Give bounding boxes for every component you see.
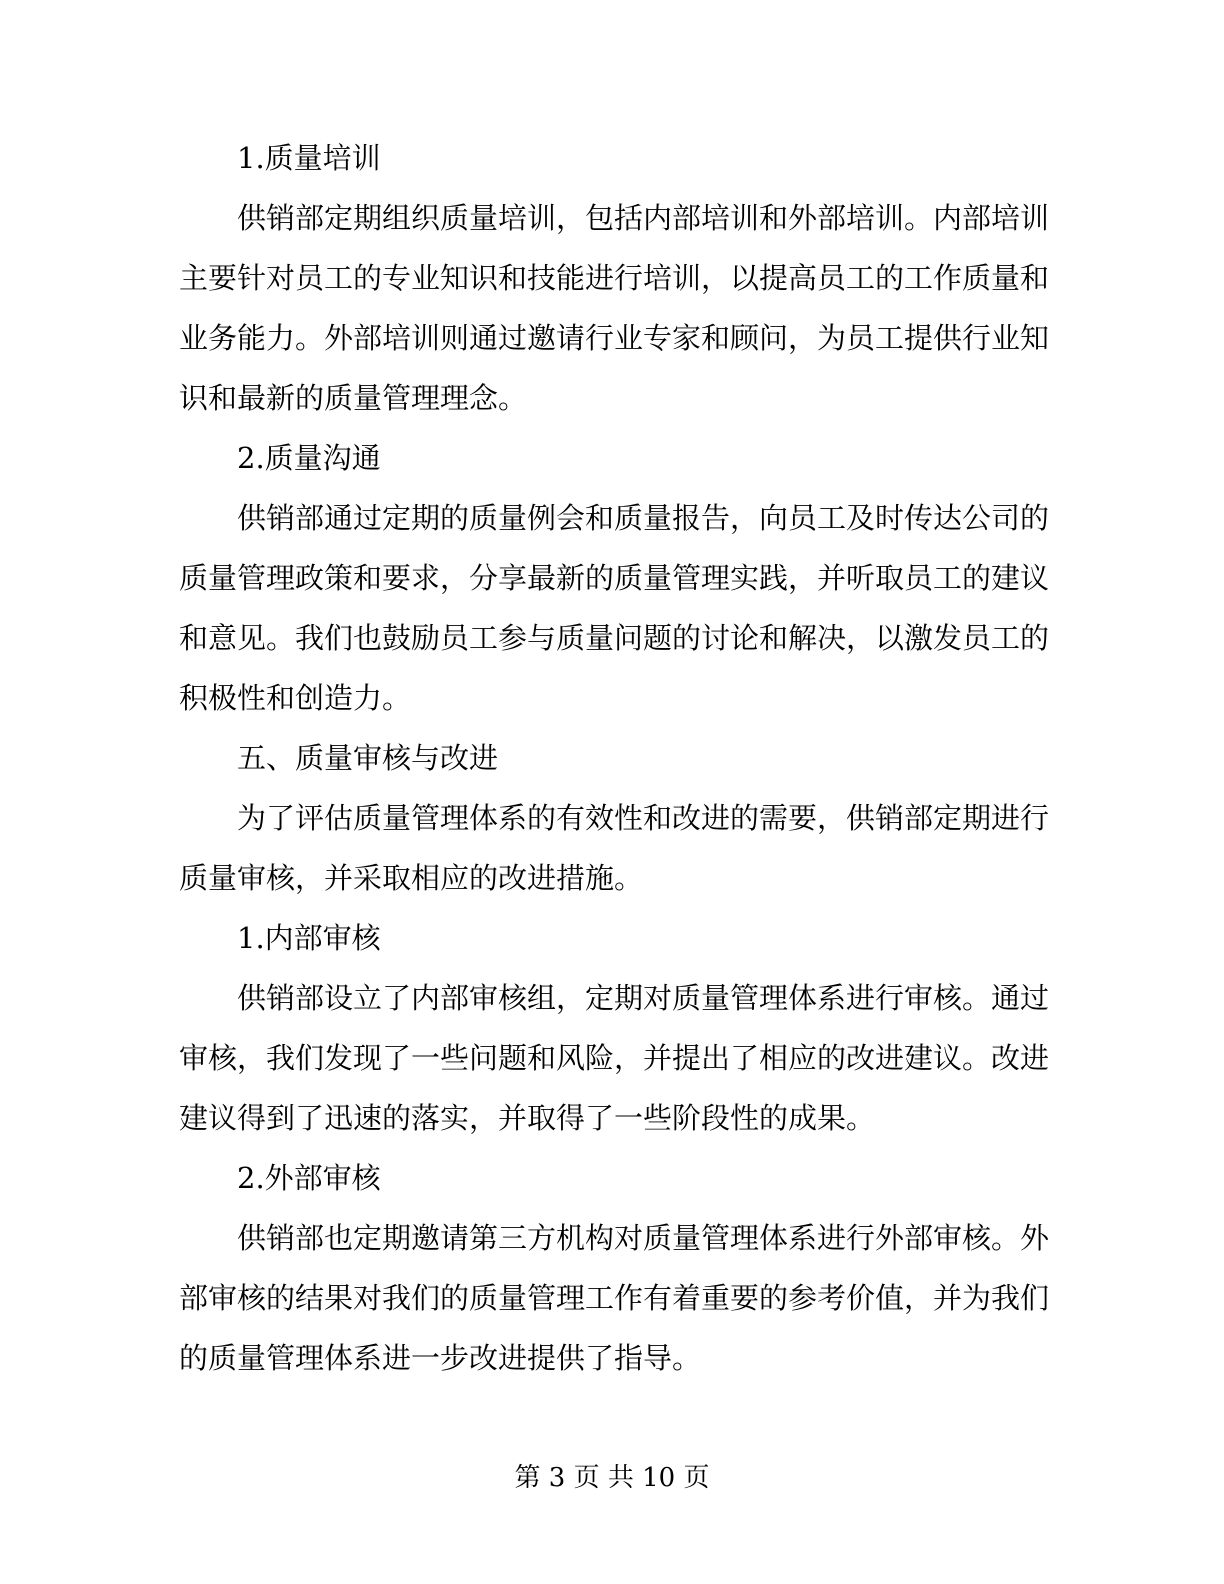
- paragraph-line: 识和最新的质量管理理念。: [179, 381, 528, 415]
- paragraph-line: 业务能力。外部培训则通过邀请行业专家和顾问，为员工提供行业知: [179, 321, 1050, 355]
- paragraph-audit-intro: [179, 788, 1050, 908]
- paragraph-line: 主要针对员工的专业知识和技能进行培训，以提高员工的工作质量和: [179, 261, 1050, 295]
- page-number-footer: 第 3 页 共 10 页: [514, 1463, 710, 1493]
- paragraph-line: 部审核的结果对我们的质量管理工作有着重要的参考价值，并为我们: [179, 1281, 1050, 1315]
- paragraph-internal-audit: [179, 968, 1050, 1148]
- document-body: [179, 128, 1050, 1388]
- paragraph-line: 积极性和创造力。: [179, 681, 412, 715]
- paragraph-line: 为了评估质量管理体系的有效性和改进的需要，供销部定期进行: [237, 801, 1050, 835]
- subheading-external-audit: 2.外部审核: [237, 1161, 381, 1195]
- subheading-quality-communication: 2.质量沟通: [237, 441, 381, 475]
- paragraph-line: 供销部定期组织质量培训，包括内部培训和外部培训。内部培训: [237, 201, 1050, 235]
- paragraph-line: 建议得到了迅速的落实，并取得了一些阶段性的成果。: [179, 1101, 876, 1135]
- paragraph-line: 和意见。我们也鼓励员工参与质量问题的讨论和解决，以激发员工的: [179, 621, 1050, 655]
- paragraph-quality-communication: [179, 488, 1050, 728]
- paragraph-line: 的质量管理体系进一步改进提供了指导。: [179, 1341, 702, 1375]
- paragraph-quality-training: [179, 188, 1050, 428]
- paragraph-line: 审核，我们发现了一些问题和风险，并提出了相应的改进建议。改进: [179, 1041, 1050, 1075]
- paragraph-line: 供销部通过定期的质量例会和质量报告，向员工及时传达公司的: [237, 501, 1050, 535]
- paragraph-line: 供销部也定期邀请第三方机构对质量管理体系进行外部审核。外: [237, 1221, 1050, 1255]
- subheading-internal-audit: 1.内部审核: [237, 921, 381, 955]
- paragraph-line: 质量审核，并采取相应的改进措施。: [179, 861, 644, 895]
- paragraph-line: 供销部设立了内部审核组，定期对质量管理体系进行审核。通过: [237, 981, 1050, 1015]
- paragraph-external-audit: [179, 1208, 1050, 1388]
- section-title-audit-improvement: 五、质量审核与改进: [237, 741, 499, 775]
- paragraph-line: 质量管理政策和要求，分享最新的质量管理实践，并听取员工的建议: [179, 561, 1050, 595]
- subheading-quality-training: 1.质量培训: [237, 141, 381, 175]
